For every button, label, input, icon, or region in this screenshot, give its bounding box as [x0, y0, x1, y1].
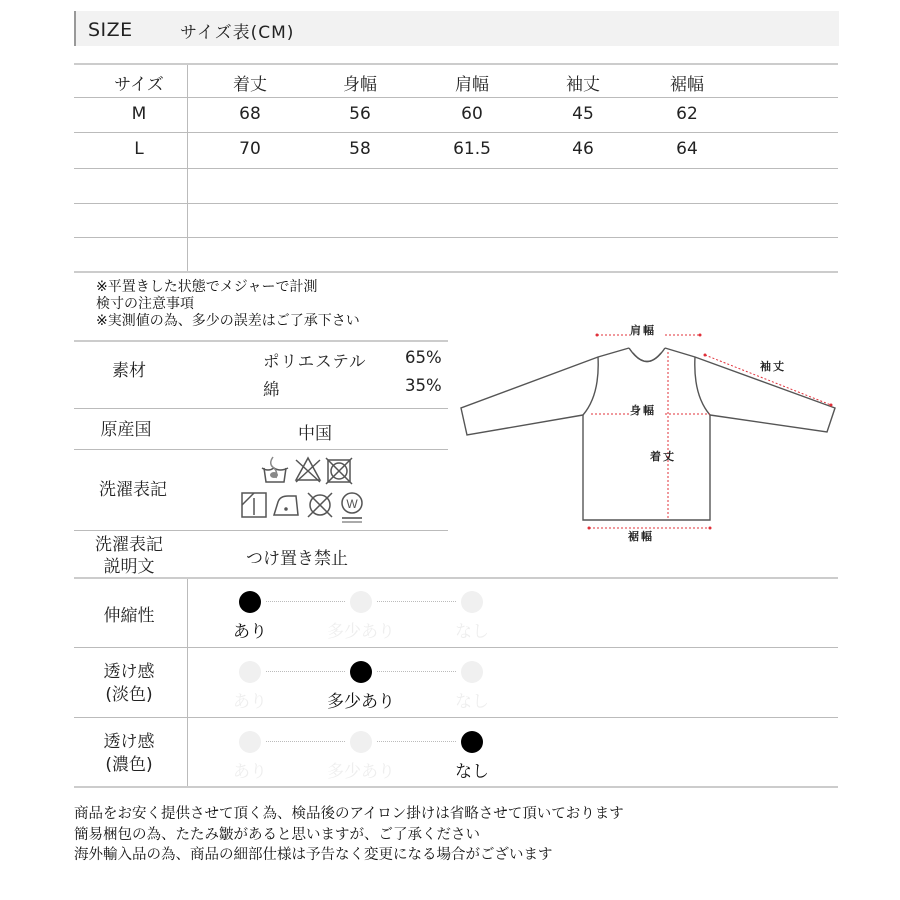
material-label: 素材 [112, 361, 146, 381]
value-cell: 68 [239, 104, 261, 124]
scale-option-label: なし [455, 692, 489, 712]
column-divider [187, 65, 188, 271]
material-name: ポリエステル [263, 352, 367, 371]
wet-clean-icon [342, 493, 362, 522]
measurement-note: ※平置きした状態でメジャーで計測 [96, 279, 318, 295]
scale-option-label: あり [233, 692, 267, 712]
origin-value: 中国 [298, 424, 332, 444]
scale-option-label: なし [455, 762, 489, 782]
value-cell: 70 [239, 139, 261, 159]
scale-label: 伸縮性 [103, 606, 155, 626]
size-cell: L [134, 139, 144, 159]
scale-connector [266, 671, 345, 672]
material-percent: 35% [405, 376, 442, 395]
footer-note: 簡易梱包の為、たたみ皺があると思いますが、ご了承ください [74, 827, 480, 843]
wash-desc-label: 洗濯表記 [95, 535, 163, 555]
scale-connector [266, 741, 345, 742]
inspection-note-heading: 検寸の注意事項 [96, 296, 194, 312]
no-bleach-icon [296, 458, 320, 482]
scale-option-label: なし [455, 622, 489, 642]
divider [74, 647, 838, 648]
header-shoulder: 肩幅 [455, 75, 489, 95]
divider [74, 717, 838, 718]
scale-connector [377, 601, 456, 602]
divider [74, 271, 838, 273]
low-iron-icon [274, 496, 298, 515]
value-cell: 58 [349, 139, 371, 159]
scale-label: (淡色) [105, 685, 153, 705]
scale-option-label: 多少あり [327, 622, 395, 642]
scale-option-label: 多少あり [327, 692, 395, 712]
scale-dot-selected [239, 591, 261, 613]
scale-label: 透け感 [103, 732, 155, 752]
divider [74, 408, 448, 409]
value-cell: 56 [349, 104, 371, 124]
hand-wash-icon [262, 457, 288, 482]
header-length: 着丈 [233, 75, 267, 95]
wash-symbols [240, 452, 380, 528]
value-cell: 60 [461, 104, 483, 124]
divider [74, 168, 838, 169]
divider [74, 132, 838, 133]
header-sleeve: 袖丈 [566, 75, 600, 95]
divider [74, 63, 838, 65]
value-cell: 46 [572, 139, 594, 159]
divider [74, 577, 838, 579]
scale-connector [377, 671, 456, 672]
value-cell: 64 [676, 139, 698, 159]
divider [74, 449, 448, 450]
material-percent: 65% [405, 348, 442, 367]
divider [74, 786, 838, 788]
footer-note: 商品をお安く提供させて頂く為、検品後のアイロン掛けは省略させて頂いております [74, 806, 624, 822]
column-divider [187, 579, 188, 786]
scale-dot [461, 591, 483, 613]
scale-dot [239, 731, 261, 753]
material-name: 綿 [263, 380, 280, 399]
scale-option-label: 多少あり [327, 762, 395, 782]
wash-desc-value: つけ置き禁止 [246, 549, 348, 569]
scale-label: 透け感 [103, 662, 155, 682]
scale-option-label: あり [233, 622, 267, 642]
size-heading: SIZE [88, 19, 133, 41]
scale-dot [350, 591, 372, 613]
scale-connector [266, 601, 345, 602]
length-label: 着丈 [650, 450, 676, 463]
body-width-label: 身幅 [630, 404, 656, 417]
divider [74, 237, 838, 238]
divider [74, 203, 838, 204]
scale-dot [350, 731, 372, 753]
origin-label: 原産国 [100, 420, 152, 440]
svg-text:W: W [346, 497, 358, 511]
header-hem: 裾幅 [670, 75, 704, 95]
header-body-width: 身幅 [343, 75, 377, 95]
sleeve-length-label: 袖丈 [760, 360, 786, 373]
tolerance-note: ※実測値の為、多少の誤差はご了承下さい [96, 313, 360, 329]
hem-width-label: 裾幅 [628, 530, 654, 543]
divider [74, 340, 448, 342]
size-chart-title: サイズ表(CM) [180, 23, 295, 43]
shirt-outline [461, 348, 835, 550]
value-cell: 61.5 [453, 139, 491, 159]
scale-connector [377, 741, 456, 742]
wash-desc-label: 説明文 [103, 557, 155, 577]
scale-option-label: あり [233, 762, 267, 782]
garment-diagram [455, 315, 845, 550]
size-cell: M [131, 104, 147, 124]
shoulder-width-label: 肩幅 [630, 324, 656, 337]
no-dry-clean-icon [308, 493, 332, 517]
value-cell: 45 [572, 104, 594, 124]
header-size: サイズ [114, 75, 164, 95]
scale-label: (濃色) [105, 755, 153, 775]
wash-label: 洗濯表記 [99, 480, 167, 500]
scale-dot-selected [350, 661, 372, 683]
scale-dot-selected [461, 731, 483, 753]
divider [74, 97, 838, 98]
value-cell: 62 [676, 104, 698, 124]
divider [74, 530, 448, 531]
footer-note: 海外輸入品の為、商品の細部仕様は予告なく変更になる場合がございます [74, 847, 553, 863]
scale-dot [461, 661, 483, 683]
no-tumble-dry-icon [326, 458, 352, 484]
scale-dot [239, 661, 261, 683]
drip-dry-shade-icon [242, 493, 266, 517]
